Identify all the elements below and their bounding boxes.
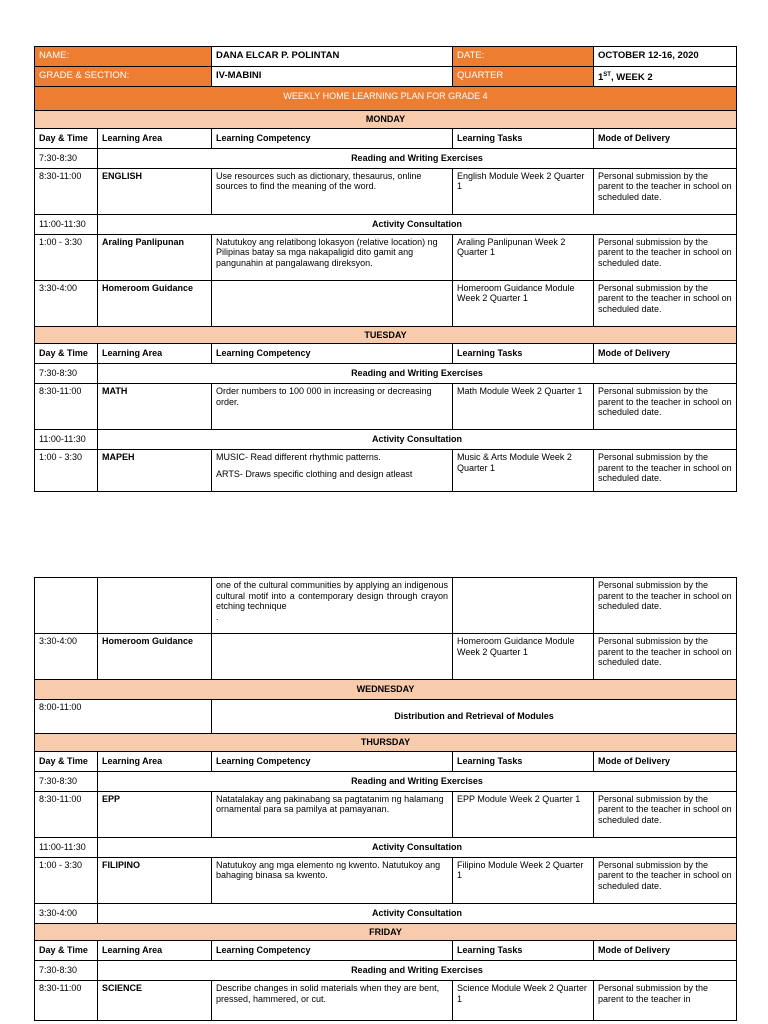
col-learning-tasks: Learning Tasks	[453, 941, 594, 961]
time-cell: 7:30-8:30	[35, 961, 98, 981]
activity-cell: Reading and Writing Exercises	[98, 364, 737, 384]
quarter-suffix: ST	[603, 71, 611, 78]
day-title: WEDNESDAY	[35, 680, 737, 700]
task-cell	[453, 578, 594, 634]
date-label: DATE:	[453, 47, 594, 67]
table-row	[35, 148, 737, 168]
col-learning-competency: Learning Competency	[212, 751, 453, 771]
activity-cell: Activity Consultation	[98, 837, 737, 857]
area-cell: Homeroom Guidance	[98, 280, 212, 326]
col-learning-tasks: Learning Tasks	[453, 128, 594, 148]
activity-cell: Activity Consultation	[98, 214, 737, 234]
name-value: DANA ELCAR P. POLINTAN	[212, 47, 453, 67]
delivery-cell: Personal submission by the parent to the teacher in school on scheduled date.	[594, 857, 737, 903]
quarter-number: 1	[598, 71, 604, 83]
time-cell: 1:00 - 3:30	[35, 857, 98, 903]
column-header-row	[35, 128, 737, 148]
col-learning-tasks: Learning Tasks	[453, 344, 594, 364]
column-header-row	[35, 941, 737, 961]
col-mode-of-delivery: Mode of Delivery	[594, 941, 737, 961]
activity-cell: Distribution and Retrieval of Modules	[212, 700, 737, 734]
table-row	[35, 791, 737, 837]
competency-cell: Order numbers to 100 000 in increasing or decreasing order.	[212, 384, 453, 430]
col-learning-competency: Learning Competency	[212, 344, 453, 364]
table-row	[35, 214, 737, 234]
table-row	[35, 771, 737, 791]
table-row	[35, 634, 737, 680]
task-cell: EPP Module Week 2 Quarter 1	[453, 791, 594, 837]
col-mode-of-delivery: Mode of Delivery	[594, 751, 737, 771]
competency-cell	[212, 450, 453, 492]
area-cell: Araling Panlipunan	[98, 234, 212, 280]
time-cell: 8:00-11:00	[35, 700, 212, 734]
name-label: NAME:	[35, 47, 212, 67]
col-learning-area: Learning Area	[98, 344, 212, 364]
task-cell: Math Module Week 2 Quarter 1	[453, 384, 594, 430]
delivery-cell: Personal submission by the parent to the teacher in school on scheduled date.	[594, 280, 737, 326]
time-cell: 3:30-4:00	[35, 903, 98, 923]
task-cell: English Module Week 2 Quarter 1	[453, 168, 594, 214]
quarter-value	[594, 67, 737, 87]
competency-cell	[212, 280, 453, 326]
delivery-cell: Personal submission by the parent to the teacher in school on scheduled date.	[594, 234, 737, 280]
competency-dot: .	[216, 611, 219, 622]
competency-cell: Natutukoy ang mga elemento ng kwento. Natutukoy ang bahaging binasa sa kwento.	[212, 857, 453, 903]
col-learning-tasks: Learning Tasks	[453, 751, 594, 771]
table-row	[35, 700, 737, 734]
day-header-friday	[35, 923, 737, 941]
time-cell: 1:00 - 3:30	[35, 234, 98, 280]
col-day-time: Day & Time	[35, 941, 98, 961]
activity-cell: Reading and Writing Exercises	[98, 771, 737, 791]
col-learning-competency: Learning Competency	[212, 941, 453, 961]
day-header-wednesday	[35, 680, 737, 700]
col-learning-area: Learning Area	[98, 128, 212, 148]
column-header-row	[35, 344, 737, 364]
table-row	[35, 578, 737, 634]
table-row	[35, 364, 737, 384]
table-row	[35, 384, 737, 430]
col-learning-competency: Learning Competency	[212, 128, 453, 148]
day-title: TUESDAY	[35, 326, 737, 344]
table-row	[35, 280, 737, 326]
delivery-cell: Personal submission by the parent to the teacher in school on scheduled date.	[594, 578, 737, 634]
delivery-cell: Personal submission by the parent to the teacher in	[594, 981, 737, 1021]
time-cell: 3:30-4:00	[35, 634, 98, 680]
time-cell: 11:00-11:30	[35, 430, 98, 450]
lesson-plan-table-page-1	[34, 46, 737, 492]
competency-cell	[212, 578, 453, 634]
time-cell: 7:30-8:30	[35, 364, 98, 384]
activity-cell: Activity Consultation	[98, 903, 737, 923]
competency-cell: Natutukoy ang relatibong lokasyon (relative location) ng Pilipinas batay sa mga nakapaligid dito gamit ang pangunahin at pangalawang direksyon.	[212, 234, 453, 280]
table-row	[35, 981, 737, 1021]
area-cell	[98, 578, 212, 634]
quarter-label: QUARTER	[453, 67, 594, 87]
activity-cell: Reading and Writing Exercises	[98, 961, 737, 981]
competency-cell: Describe changes in solid materials when they are bent, pressed, hammered, or cut.	[212, 981, 453, 1021]
time-cell: 1:00 - 3:30	[35, 450, 98, 492]
area-cell: EPP	[98, 791, 212, 837]
competency-cell: Natatalakay ang pakinabang sa pagtatanim ng halamang ornamental para sa pamilya at pamayanan.	[212, 791, 453, 837]
table-row	[35, 857, 737, 903]
date-value: OCTOBER 12-16, 2020	[594, 47, 737, 67]
col-day-time: Day & Time	[35, 751, 98, 771]
competency-continued: one of the cultural communities by applying an indigenous cultural motif into a contemporary design through crayon etching technique	[216, 580, 448, 611]
time-cell: 11:00-11:30	[35, 214, 98, 234]
col-day-time: Day & Time	[35, 128, 98, 148]
time-cell	[35, 578, 98, 634]
grade-value: IV-MABINI	[212, 67, 453, 87]
day-header-tuesday	[35, 326, 737, 344]
competency-cell: Use resources such as dictionary, thesaurus, online sources to find the meaning of the word.	[212, 168, 453, 214]
delivery-cell: Personal submission by the parent to the teacher in school on scheduled date.	[594, 791, 737, 837]
area-cell: MATH	[98, 384, 212, 430]
column-header-row	[35, 751, 737, 771]
area-cell: FILIPINO	[98, 857, 212, 903]
grade-label: GRADE & SECTION:	[35, 67, 212, 87]
task-cell: Araling Panlipunan Week 2 Quarter 1	[453, 234, 594, 280]
time-cell: 3:30-4:00	[35, 280, 98, 326]
day-title: FRIDAY	[35, 923, 737, 941]
time-cell: 8:30-11:00	[35, 981, 98, 1021]
page-title: WEEKLY HOME LEARNING PLAN FOR GRADE 4	[35, 87, 737, 111]
col-learning-area: Learning Area	[98, 751, 212, 771]
time-cell: 8:30-11:00	[35, 168, 98, 214]
col-mode-of-delivery: Mode of Delivery	[594, 344, 737, 364]
competency-arts: ARTS- Draws specific clothing and design atleast	[216, 468, 413, 479]
task-cell: Homeroom Guidance Module Week 2 Quarter 1	[453, 280, 594, 326]
delivery-cell: Personal submission by the parent to the teacher in school on scheduled date.	[594, 168, 737, 214]
task-cell: Filipino Module Week 2 Quarter 1	[453, 857, 594, 903]
day-header-thursday	[35, 734, 737, 752]
task-cell: Homeroom Guidance Module Week 2 Quarter 1	[453, 634, 594, 680]
lesson-plan-table-page-2	[34, 577, 737, 1021]
title-banner-row	[35, 87, 737, 111]
activity-cell: Reading and Writing Exercises	[98, 148, 737, 168]
table-row	[35, 837, 737, 857]
col-learning-area: Learning Area	[98, 941, 212, 961]
table-row	[35, 961, 737, 981]
table-row	[35, 234, 737, 280]
area-cell: Homeroom Guidance	[98, 634, 212, 680]
area-cell: SCIENCE	[98, 981, 212, 1021]
delivery-cell: Personal submission by the parent to the teacher in school on scheduled date.	[594, 450, 737, 492]
task-cell: Science Module Week 2 Quarter 1	[453, 981, 594, 1021]
time-cell: 7:30-8:30	[35, 771, 98, 791]
competency-music: MUSIC- Read different rhythmic patterns.	[216, 452, 381, 462]
day-title: THURSDAY	[35, 734, 737, 752]
col-mode-of-delivery: Mode of Delivery	[594, 128, 737, 148]
task-cell: Music & Arts Module Week 2 Quarter 1	[453, 450, 594, 492]
table-row	[35, 168, 737, 214]
col-day-time: Day & Time	[35, 344, 98, 364]
day-title: MONDAY	[35, 111, 737, 129]
time-cell: 11:00-11:30	[35, 837, 98, 857]
area-cell: ENGLISH	[98, 168, 212, 214]
delivery-cell: Personal submission by the parent to the teacher in school on scheduled date.	[594, 384, 737, 430]
table-row	[35, 450, 737, 492]
quarter-week: , WEEK 2	[610, 71, 653, 83]
table-row	[35, 903, 737, 923]
area-cell: MAPEH	[98, 450, 212, 492]
time-cell: 8:30-11:00	[35, 384, 98, 430]
header-row-name	[35, 47, 737, 67]
competency-cell	[212, 634, 453, 680]
delivery-cell: Personal submission by the parent to the teacher in school on scheduled date.	[594, 634, 737, 680]
time-cell: 8:30-11:00	[35, 791, 98, 837]
activity-cell: Activity Consultation	[98, 430, 737, 450]
time-cell: 7:30-8:30	[35, 148, 98, 168]
day-header-monday	[35, 111, 737, 129]
header-row-grade	[35, 67, 737, 87]
table-row	[35, 430, 737, 450]
